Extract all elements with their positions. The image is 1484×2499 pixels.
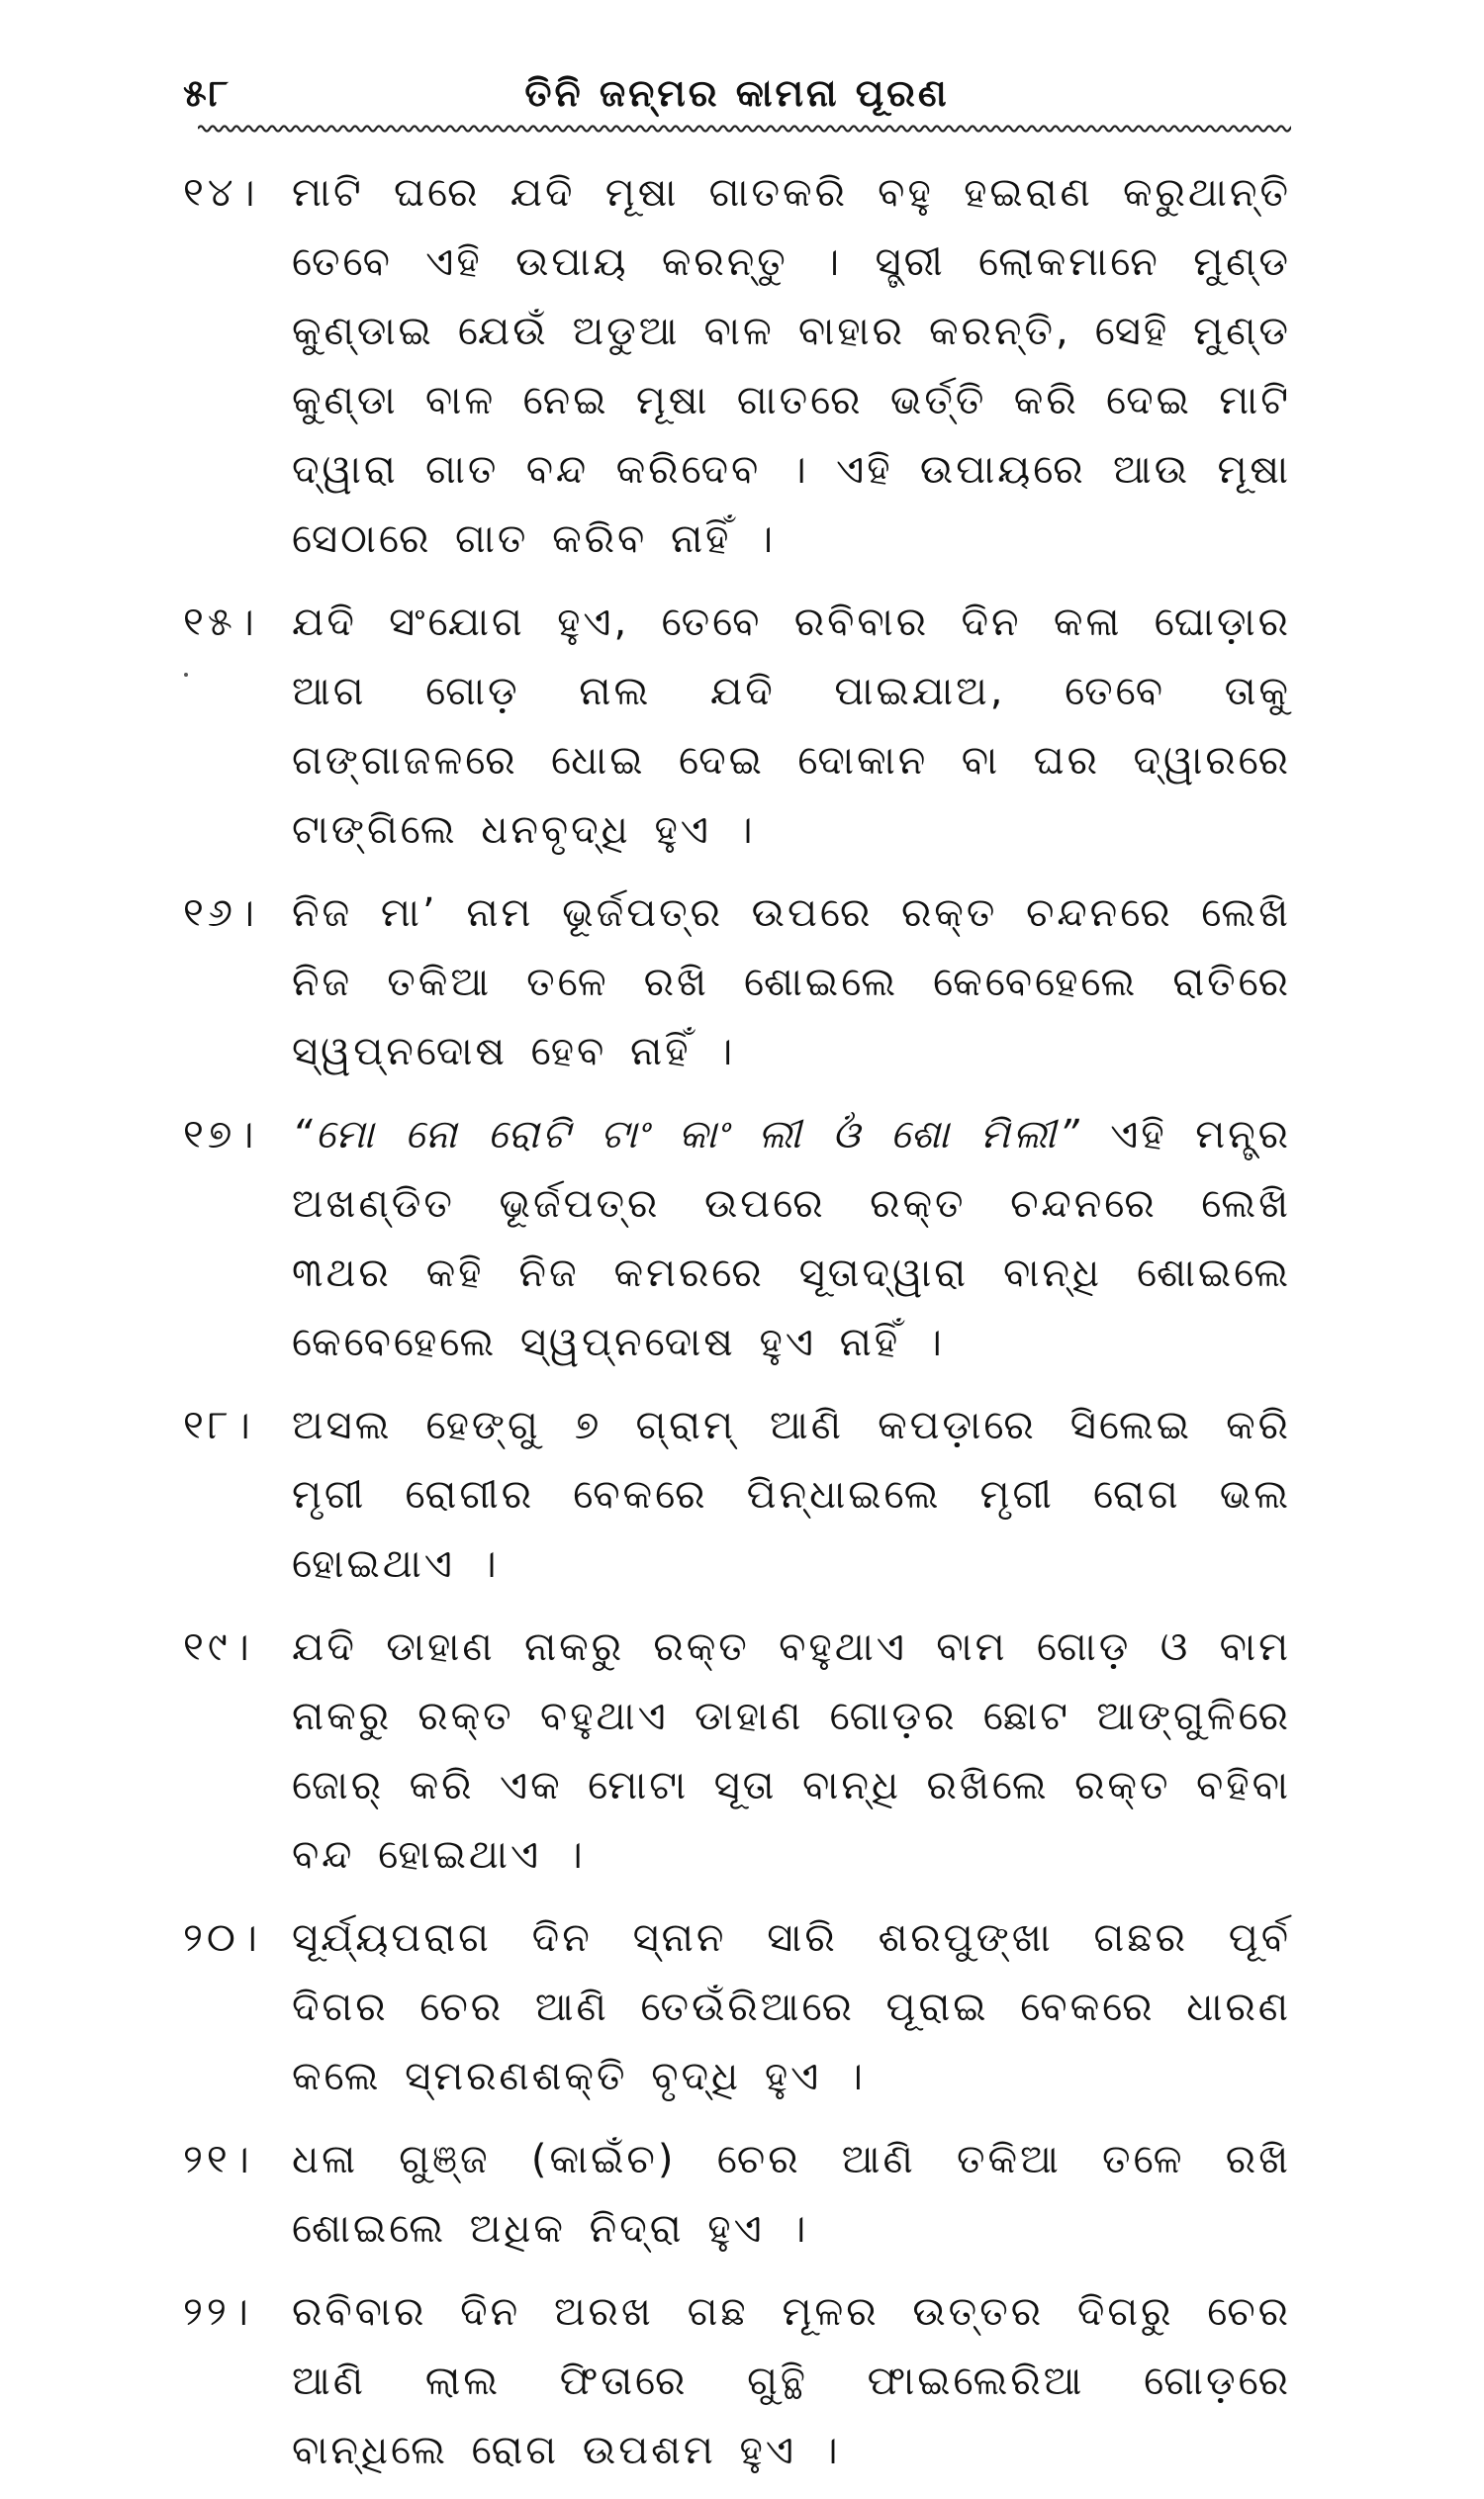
list-item-19 [183,1613,1291,1890]
item-number: ୧୯। [183,1624,253,1670]
list-item-21 [183,2125,1291,2264]
item-number: ୧୫। [183,600,258,645]
item-number: ୨୧। [183,2137,253,2182]
print-speck [184,673,188,677]
list-item-16 [183,879,1291,1086]
item-text: ଅସଲ ହେଙ୍ଗୁ ୭ ଗ୍ରାମ୍ ଆଣି କପଡ଼ାରେ ସିଲେଇ କରି ମୃଗୀ ରୋଗୀର ବେକରେ ପିନ୍ଧାଇଲେ ମୃଗୀ ରୋଗ ଭଲ ହୋଇଥାଏ । [292,1403,1291,1587]
list-item-15 [183,588,1291,865]
item-text: ସୂର୍ଯ୍ୟପରାଗ ଦିନ ସ୍ନାନ ସାରି ଶରପୁଙ୍ଖା ଗଛର ପୂର୍ବ ଦିଗର ଚେର ଆଣି ତେଉଁରିଆରେ ପୂରାଇ ବେକରେ ଧାରଣ କଲେ ସ୍ମରଣଶକ୍ତି ବୃଦ୍ଧି ହୁଏ । [292,1915,1291,2099]
item-text: ମାଟି ଘରେ ଯଦି ମୂଷା ଗାତକରି ବହୁ ହଇରାଣ କରୁଥାନ୍ତି ତେବେ ଏହି ଉପାୟ କରନ୍ତୁ । ସ୍ତ୍ରୀ ଲୋକମାନେ ମୁଣ୍ଡ କୁଣ୍ଡାଇ ଯେଉଁ ଅଡୁଆ ବାଳ ବାହାର କରନ୍ତି, ସେହି ମୁଣ୍ଡ କୁଣ୍ଡା ବାଳ ନେଇ ମୂଷା ଗାତରେ ଭର୍ତ୍ତି କରି ଦେଇ ମାଟି ଦ୍ୱାରା ଗାତ ବନ୍ଦ କରିଦେବ । ଏହି ଉପାୟରେ ଆଉ ମୂଷା ସେଠାରେ ଗାତ କରିବ ନାହିଁ । [292,170,1291,562]
item-number: ୧୮। [183,1403,254,1448]
list-item-17 [183,1100,1291,1377]
list-item-18 [183,1391,1291,1599]
item-number: ୧୪। [183,170,259,216]
item-text: ନିଜ ମା’ ନାମ ଭୂର୍ଜପତ୍ର ଉପରେ ରକ୍ତ ଚନ୍ଦନରେ ଲେଖି ନିଜ ତକିଆ ତଳେ ରଖି ଶୋଇଲେ କେବେହେଲେ ରାତିରେ ସ୍ୱପ୍ନଦୋଷ ହେବ ନାହିଁ । [292,890,1291,1074]
list-item-20 [183,1903,1291,2111]
mantra-quote: “ମୋ ନୋ ରୋଟି ଟାଂ କାଂ ଲୀ ଓଁ ଶୋ ମିଲୀ” [292,1112,1082,1157]
page-number: ୫୮ [183,71,231,115]
item-number: ୧୬। [183,890,258,936]
list-item-14 [183,158,1291,574]
item-text-with-mantra [292,1100,1291,1377]
wavy-divider [198,121,1291,137]
page-header [183,67,1291,127]
item-text: ରବିବାର ଦିନ ଅରଖ ଗଛ ମୂଳର ଉତ୍ତର ଦିଗରୁ ଚେର ଆଣି ଲାଲ ଫିତାରେ ଗୁନ୍ଥି ଫାଇଲେରିଆ ଗୋଡ଼ରେ ବାନ୍ଧିଲେ ରୋଗ ଉପଶମ ହୁଏ । [292,2289,1291,2473]
item-number: ୨୦। [183,1915,261,1961]
list-item-22 [183,2277,1291,2485]
item-text: ଏହି ମନ୍ତ୍ର ଅଖଣ୍ଡିତ ଭୂର୍ଜପତ୍ର ଉପରେ ରକ୍ତ ଚନ୍ଦନରେ ଲେଖି ୩ଥର କହି ନିଜ କମରରେ ସୂତାଦ୍ୱାରା ବାନ୍ଧି ଶୋଇଲେ କେବେହେଲେ ସ୍ୱପ୍ନଦୋଷ ହୁଏ ନାହିଁ । [292,1112,1291,1365]
item-number: ୨୨। [183,2289,252,2335]
item-number: ୧୭। [183,1112,258,1157]
item-text: ଯଦି ସଂଯୋଗ ହୁଏ, ତେବେ ରବିବାର ଦିନ କଳା ଘୋଡ଼ାର ଆଗ ଗୋଡ଼ ନାଲ ଯଦି ପାଇଯାଅ, ତେବେ ତାକୁ ଗଙ୍ଗାଜଳରେ ଧୋଇ ଦେଇ ଦୋକାନ ବା ଘର ଦ୍ୱାରରେ ଟାଙ୍ଗିଲେ ଧନବୃଦ୍ଧି ହୁଏ । [292,600,1291,853]
item-text: ଧଳା ଗୁଞ୍ଜ (କାଇଁଚ) ଚେର ଆଣି ତକିଆ ତଳେ ରଖି ଶୋଇଲେ ଅଧିକ ନିଦ୍ରା ହୁଏ । [292,2137,1291,2252]
item-list [183,158,1291,2499]
item-text: ଯଦି ଡାହାଣ ନାକରୁ ରକ୍ତ ବହୁଥାଏ ବାମ ଗୋଡ଼ ଓ ବାମ ନାକରୁ ରକ୍ତ ବହୁଥାଏ ଡାହାଣ ଗୋଡ଼ର ଛୋଟ ଆଙ୍ଗୁଳିରେ ଜୋର୍ କରି ଏକ ମୋଟା ସୂତା ବାନ୍ଧି ରଖିଲେ ରକ୍ତ ବହିବା ବନ୍ଦ ହୋଇଥାଏ । [292,1624,1291,1878]
running-title: ତିନି ଜନ୍ମର କାମନା ପୂରଣ [524,71,950,115]
